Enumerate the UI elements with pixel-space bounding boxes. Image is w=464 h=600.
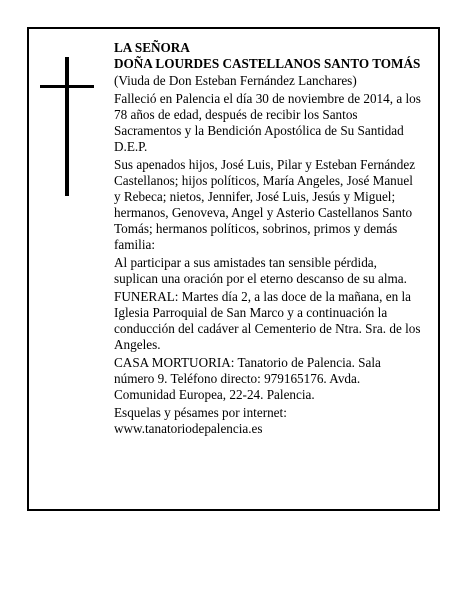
family-list: Sus apenados hijos, José Luis, Pilar y Esteban Fernández Castellanos; hijos políticos, María Angeles, José Manuel y Rebeca; nietos, Jennifer, José Luis, Jesús y Miguel; hermanos, Genoveva, Angel y Asterio Castellanos Santo Tomás; hermanos políticos, sobrinos, primos y demás familia: <box>114 157 416 252</box>
rip-line: D.E.P. <box>114 139 148 154</box>
cross-icon <box>65 57 69 196</box>
death-announcement: Falleció en Palencia el día 30 de noviembre de 2014, a los 78 años de edad, después de recibir los Santos Sacramentos y la Bendición Apostólica de Su Santidad <box>114 91 421 138</box>
prayer-request: Al participar a sus amistades tan sensible pérdida, suplican una oración por el eterno descanso de su alma. <box>114 255 407 286</box>
website-link[interactable]: www.tanatoriodepalencia.es <box>114 421 263 436</box>
obituary-text <box>114 40 422 437</box>
cross-icon-crossbar <box>40 85 94 88</box>
widow-line: (Viuda de Don Esteban Fernández Lanchares) <box>114 73 357 88</box>
condolences-label: Esquelas y pésames por internet: <box>114 405 287 420</box>
mortuary-details: CASA MORTUORIA: Tanatorio de Palencia. Sala número 9. Teléfono directo: 979165176. Avda. Comunidad Europea, 22-24. Palencia. <box>114 355 381 402</box>
funeral-details: FUNERAL: Martes día 2, a las doce de la mañana, en la Iglesia Parroquial de San Marco y a continuación la conducción del cadáver al Cementerio de Ntra. Sra. de los Angeles. <box>114 289 421 352</box>
deceased-name: DOÑA LOURDES CASTELLANOS SANTO TOMÁS <box>114 56 421 71</box>
notice-title: LA SEÑORA <box>114 40 190 55</box>
